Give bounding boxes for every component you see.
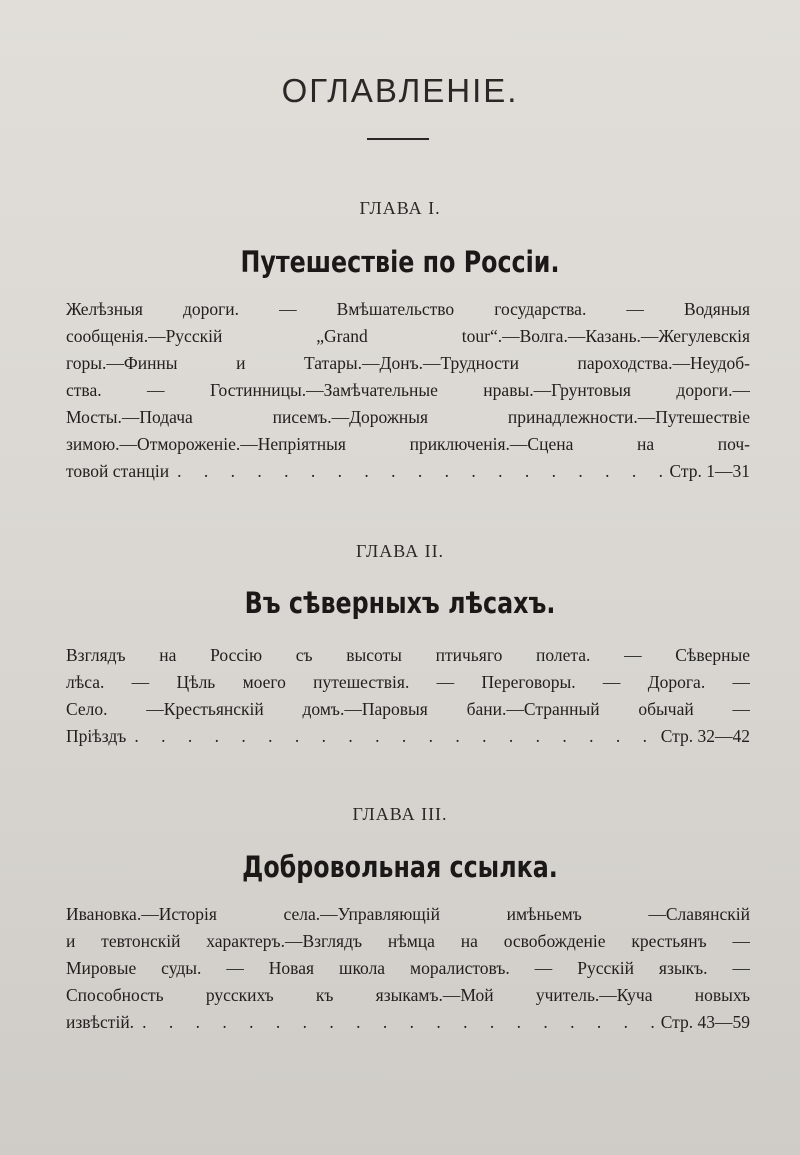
chapter-1-title: Путешествіе по Россіи. — [240, 245, 560, 279]
chapter-2-title: Въ сѣверныхъ лѣсахъ. — [244, 586, 556, 620]
summary-line: горы.—Финны и Татары.—Донъ.—Трудности пароходства.—Неудоб- — [66, 353, 750, 373]
chapter-3-summary — [66, 901, 750, 1036]
summary-line: Способность русскихъ къ языкамъ.—Мой учитель.—Куча новыхъ — [66, 985, 750, 1005]
summary-last-line — [66, 723, 750, 750]
summary-last-line — [66, 458, 750, 485]
summary-line: ства. — Гостинницы.—Замѣчательные нравы.—Грунтовыя дороги.— — [66, 380, 750, 400]
summary-line-end: извѣстій. — [66, 1012, 135, 1032]
dot-leader — [126, 723, 660, 750]
summary-line: зимою.—Отмороженіе.—Непріятныя приключенія.—Сцена на поч- — [66, 434, 750, 454]
page-reference: Стр. 43—59 — [660, 1012, 750, 1032]
summary-line: Ивановка.—Исторія села.—Управляющій имѣньемъ —Славянскій — [66, 904, 750, 924]
summary-last-line — [66, 1009, 750, 1036]
summary-line: лѣса. — Цѣль моего путешествія. — Переговоры. — Дорога. — — [66, 672, 750, 692]
heading-rule — [367, 138, 429, 140]
chapter-1-label: ГЛАВА I. — [359, 198, 441, 218]
summary-line: Желѣзныя дороги. — Вмѣшательство государства. — Водяныя — [66, 299, 750, 319]
dot-leader — [134, 1009, 661, 1036]
chapter-1-summary — [66, 296, 750, 485]
summary-line: Мосты.—Подача писемъ.—Дорожныя принадлежности.—Путешествіе — [66, 407, 750, 427]
summary-line: сообщенія.—Русскій „Grand tour“.—Волга.—Казань.—Жегулевскія — [66, 326, 750, 346]
chapter-3-title: Добровольная ссылка. — [242, 850, 558, 884]
summary-line: Село. —Крестьянскій домъ.—Паровыя бани.—Странный обычай — — [66, 699, 750, 719]
chapter-2-label: ГЛАВА II. — [355, 541, 445, 561]
summary-line: Взглядъ на Россію съ высоты птичьяго полета. — Сѣверные — [66, 645, 750, 665]
page-reference: Стр. 1—31 — [669, 461, 750, 481]
summary-line: и тевтонскій характеръ.—Взглядъ нѣмца на освобожденіе крестьянъ — — [66, 931, 750, 951]
page-heading: ОГЛАВЛЕНІЕ. — [281, 72, 519, 109]
chapter-3-label: ГЛАВА III. — [352, 804, 448, 824]
page-reference: Стр. 32—42 — [660, 726, 750, 746]
dot-leader — [169, 458, 669, 485]
chapter-2-summary — [66, 642, 750, 750]
summary-line-end: Пріѣздъ — [66, 726, 127, 746]
summary-line-end: товой станціи — [66, 461, 170, 481]
summary-line: Мировые суды. — Новая школа моралистовъ. — Русскій языкъ. — — [66, 958, 750, 978]
